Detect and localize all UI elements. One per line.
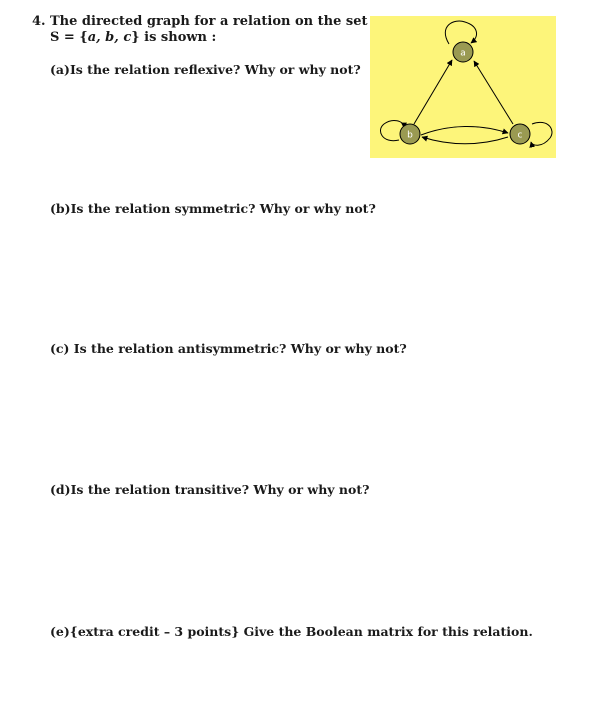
part-b-text: Is the relation symmetric? Why or why not? <box>70 201 376 216</box>
part-c-text: Is the relation antisymmetric? Why or why not? <box>69 341 407 356</box>
question-number: 4. <box>32 14 46 29</box>
part-b <box>50 201 376 216</box>
part-d-text: Is the relation transitive? Why or why not? <box>70 482 370 497</box>
part-a-text: Is the relation reflexive? Why or why not? <box>69 62 361 77</box>
node-c-label: c <box>517 130 523 141</box>
question-title <box>32 14 367 29</box>
relation-digraph <box>370 16 556 158</box>
part-d-label: (d) <box>50 482 71 497</box>
question-title-text: The directed graph for a relation on the set <box>50 14 368 29</box>
part-e-label: (e) <box>50 624 70 639</box>
part-c-label: (c) <box>50 341 70 356</box>
node-b-label: b <box>407 130 413 141</box>
set-suffix: } is shown : <box>131 30 217 45</box>
part-c <box>50 341 407 356</box>
set-elements: a, b, c <box>87 30 132 45</box>
node-c <box>510 124 530 144</box>
set-prefix: S = { <box>50 30 88 45</box>
part-b-label: (b) <box>50 201 71 216</box>
node-a-label: a <box>460 48 466 59</box>
part-e <box>50 624 533 639</box>
loop-c <box>531 122 552 145</box>
edge-c-to-b <box>422 137 508 144</box>
edge-b-to-a <box>414 60 452 124</box>
part-a <box>50 62 361 77</box>
edge-c-to-a <box>474 61 513 124</box>
part-e-text: {extra credit – 3 points} Give the Boolean matrix for this relation. <box>69 624 533 639</box>
part-d <box>50 482 369 497</box>
node-b <box>400 124 420 144</box>
set-definition <box>50 30 216 45</box>
part-a-label: (a) <box>50 62 70 77</box>
digraph-svg <box>370 16 556 158</box>
loop-a <box>445 21 476 44</box>
edge-b-to-c <box>421 126 508 135</box>
node-a <box>453 42 473 62</box>
